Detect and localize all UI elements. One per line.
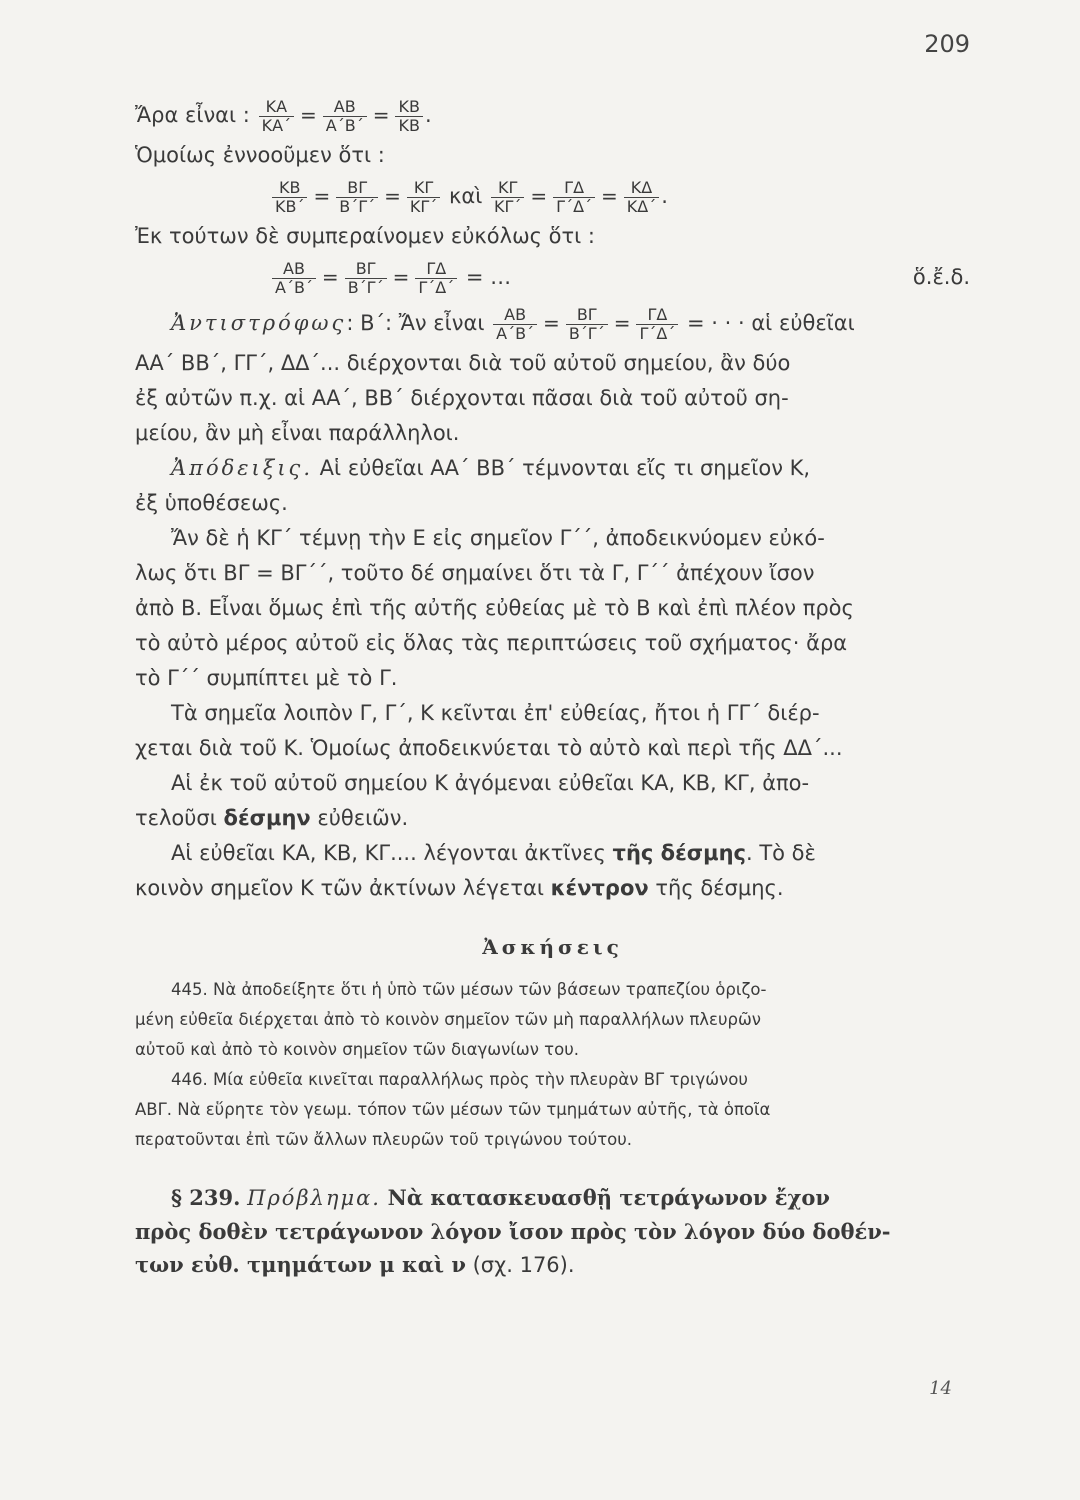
ara-einai: Ἄρα εἶναι : <box>135 103 250 127</box>
fraction: $\frac{K\Gamma}{K\Gamma΄}$ <box>491 179 524 216</box>
text-line: ἀπὸ Β. Εἶναι ὅμως ἐπὶ τῆς αὐτῆς εὐθείας μὲ τὸ Β καὶ ἐπὶ πλέον πρὸς <box>135 596 854 620</box>
text-line: ΑΑ΄ ΒΒ΄, ΓΓ΄, ΔΔ΄... διέρχονται διὰ τοῦ αὐτοῦ σημείου, ἂν δύο <box>135 351 791 375</box>
fraction: $\frac{KB}{KB΄}$ <box>272 179 307 216</box>
fraction: $\frac{AB}{A΄B΄}$ <box>323 98 367 135</box>
exercises-heading: Ἀσκήσεις <box>482 935 623 959</box>
term-tis-desmis: τῆς δέσμης <box>612 841 746 865</box>
apodeixis-label: Ἀπόδειξις. <box>171 456 313 480</box>
text-line: λως ὅτι ΒΓ = ΒΓ΄΄, τοῦτο δέ σημαίνει ὅτι τὰ Γ, Γ΄΄ ἀπέχουν ἴσον <box>135 561 815 585</box>
fraction: $\frac{AB}{A΄B΄}$ <box>493 306 537 343</box>
text-line: Ὁμοίως ἐννοοῦμεν ὅτι : <box>135 143 385 167</box>
section-number: § 239. <box>171 1185 241 1210</box>
ellipsis: = … <box>465 265 512 289</box>
term-desmin: δέσμην <box>223 806 311 830</box>
text-line: Αἱ εὐθεῖαι ΚΑ, ΚΒ, ΚΓ.... λέγονται ἀκτῖνες τῆς δέσμης. Τὸ δὲ <box>171 841 816 865</box>
text-line: κοινὸν σημεῖον Κ τῶν ἀκτίνων λέγεται κέντρον τῆς δέσμης. <box>135 876 784 900</box>
signature-mark: 14 <box>929 1378 952 1399</box>
text-line: Ἐκ τούτων δὲ συμπεραίνομεν εὐκόλως ὅτι : <box>135 224 596 248</box>
page-body <box>135 92 970 1282</box>
text-line: τὸ Γ΄΄ συμπίπτει μὲ τὸ Γ. <box>135 666 398 690</box>
text-line: τελοῦσι δέσμην εὐθειῶν. <box>135 806 409 830</box>
formula-line-2: $\frac{KB}{KB΄}$ = $\frac{B\Gamma}{B΄\Gamma΄}$ = $\frac{K\Gamma}{K\Gamma΄}$ καὶ $\frac{K\Gamma}{K\Gamma΄}$ = $\frac{\Gamma\Delta}{\Gamma΄\Delta΄}$ = $\frac{K\Delta}{K\Delta΄}$ . <box>135 173 970 219</box>
fraction: $\frac{KB}{KB}$ <box>395 98 422 135</box>
fraction: $\frac{B\Gamma}{B΄\Gamma΄}$ <box>336 179 378 216</box>
formula-line-1: Ἄρα εἶναι : $\frac{KA}{KA΄}$ = $\frac{AB}{A΄B΄}$ = $\frac{KB}{KB}$ . <box>135 96 432 135</box>
fraction: $\frac{B\Gamma}{B΄\Gamma΄}$ <box>566 306 608 343</box>
text-line: Τὰ σημεῖα λοιπὸν Γ, Γ΄, Κ κεῖνται ἐπ' εὐθείας, ἤτοι ἡ ΓΓ΄ διέρ- <box>171 701 820 725</box>
text-line: τὸ αὐτὸ μέρος αὐτοῦ εἰς ὅλας τὰς περιπτώσεις τοῦ σχήματος· ἄρα <box>135 631 848 655</box>
kai-word: καὶ <box>448 184 483 208</box>
exercise-446: 446. Μία εὐθεῖα κινεῖται παραλλήλως πρὸς τὴν πλευρὰν ΒΓ τριγώνου ΑΒΓ. Νὰ εὕρητε τὸν γεωμ. τόπον τῶν μέσων τῶν τμημάτων αὐτῆς, τὰ ὁποῖα περατοῦνται ἐπὶ τῶν ἄλλων πλευρῶν τοῦ τριγώνου τούτου. <box>135 1070 771 1149</box>
fraction: $\frac{B\Gamma}{B΄\Gamma΄}$ <box>345 260 387 297</box>
text-line: ἐξ ὑποθέσεως. <box>135 491 288 515</box>
converse-line: Ἀντιστρόφως: Β΄: Ἄν εἶναι $\frac{AB}{A΄B΄}$ = $\frac{B\Gamma}{B΄\Gamma΄}$ = $\frac{\Gamma\Delta}{\Gamma΄\Delta΄}$ = · · · αἱ εὐθεῖαι <box>171 304 855 343</box>
text-line: ἐξ αὐτῶν π.χ. αἱ ΑΑ΄, ΒΒ΄ διέρχονται πᾶσαι διὰ τοῦ αὐτοῦ ση- <box>135 386 789 410</box>
exercise-445: 445. Νὰ ἀποδείξητε ὅτι ἡ ὑπὸ τῶν μέσων τῶν βάσεων τραπεζίου ὁριζο- μένη εὐθεῖα διέρχεται ἀπὸ τὸ κοινὸν σημεῖον τῶν μὴ παραλλήλων πλευρῶν αὐτοῦ καὶ ἀπὸ τὸ κοινὸν σημεῖον τῶν διαγωνίων του. <box>135 980 767 1059</box>
fraction: $\frac{\Gamma\Delta}{\Gamma΄\Delta΄}$ <box>415 260 457 297</box>
term-kentron: κέντρον <box>550 876 649 900</box>
qed-mark: ὅ.ἔ.δ. <box>912 265 970 289</box>
page-number: 209 <box>924 30 970 58</box>
antistrofos-label: Ἀντιστρόφως <box>171 311 347 335</box>
formula-line-3: $\frac{AB}{A΄B΄}$ = $\frac{B\Gamma}{B΄\Gamma΄}$ = $\frac{\Gamma\Delta}{\Gamma΄\Delta΄}$ = … ὅ.ἔ.δ. <box>135 254 970 300</box>
text-line: Ἄν δὲ ἡ ΚΓ΄ τέμνῃ τὴν Ε εἰς σημεῖον Γ΄΄, ἀποδεικνύομεν εὐκό- <box>171 526 825 550</box>
section-239: § 239. Πρόβλημα. Νὰ κατασκευασθῇ τετράγωνον ἔχον πρὸς δοθὲν τετράγωνον λόγον ἴσον πρὸς τὸν λόγον δύο δοθέν- των εὐθ. τμημάτων μ καὶ ν (σχ. 176). <box>135 1185 891 1277</box>
fraction: $\frac{K\Gamma}{K\Gamma΄}$ <box>407 179 440 216</box>
fraction: $\frac{\Gamma\Delta}{\Gamma΄\Delta΄}$ <box>636 306 678 343</box>
text-line: Αἱ ἐκ τοῦ αὐτοῦ σημείου Κ ἀγόμεναι εὐθεῖαι ΚΑ, ΚΒ, ΚΓ, ἀπο- <box>171 771 810 795</box>
fraction: $\frac{KA}{KA΄}$ <box>259 98 294 135</box>
problem-label: Πρόβλημα. <box>247 1186 381 1210</box>
text-line: μείου, ἂν μὴ εἶναι παράλληλοι. <box>135 421 460 445</box>
proof-line: Ἀπόδειξις. Αἱ εὐθεῖαι ΑΑ΄ ΒΒ΄ τέμνονται εἴς τι σημεῖον Κ, <box>171 456 811 480</box>
text-line: χεται διὰ τοῦ Κ. Ὁμοίως ἀποδεικνύεται τὸ αὐτὸ καὶ περὶ τῆς ΔΔ΄... <box>135 736 843 760</box>
fraction: $\frac{AB}{A΄B΄}$ <box>272 260 316 297</box>
fraction: $\frac{\Gamma\Delta}{\Gamma΄\Delta΄}$ <box>553 179 595 216</box>
fraction: $\frac{K\Delta}{K\Delta΄}$ <box>624 179 659 216</box>
